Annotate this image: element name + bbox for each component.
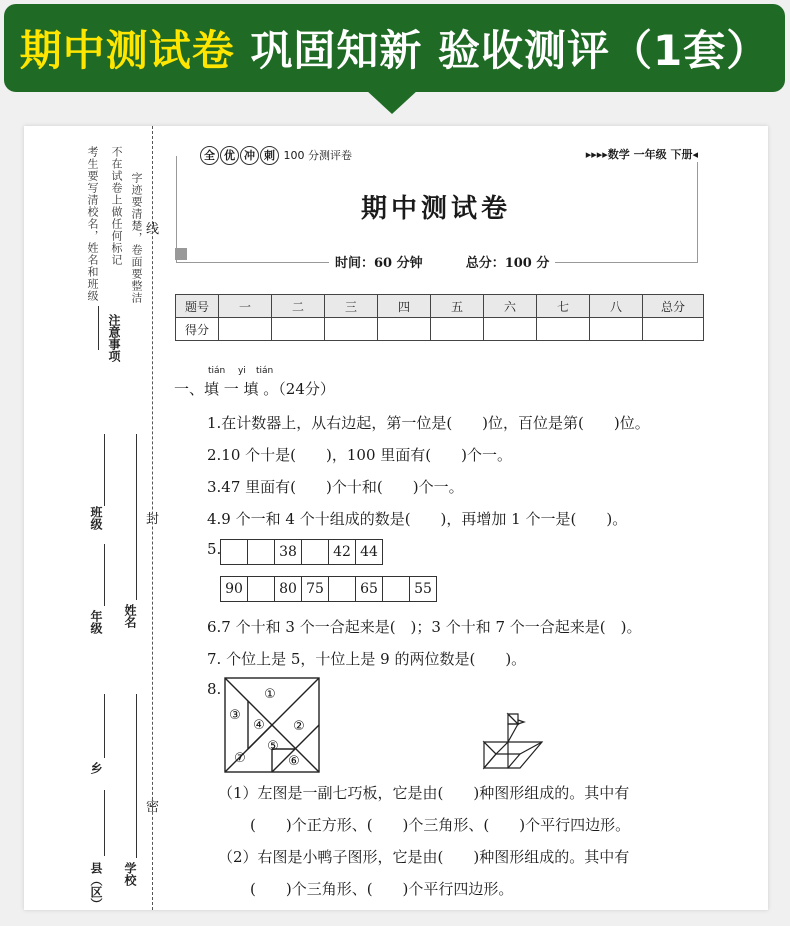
- number-cell: 75: [302, 577, 329, 602]
- tangram-label: ②: [293, 719, 305, 734]
- score-cell[interactable]: [272, 318, 325, 341]
- grade-field[interactable]: [104, 544, 105, 606]
- section-heading: 一、填 一 填 。（24分）: [174, 380, 335, 398]
- table-row: [176, 295, 704, 318]
- school-label: 学校: [123, 862, 137, 886]
- class-label: 班级: [89, 506, 103, 530]
- table-row: [221, 577, 437, 602]
- brand-suffix: 100 分测评卷: [283, 149, 352, 162]
- number-strip-2: [220, 576, 437, 602]
- question-5-label: 5.: [207, 540, 222, 558]
- number-cell: 38: [275, 540, 302, 565]
- triangles-icon: ▸▸▸▸: [585, 148, 608, 161]
- tangram-label: ⑥: [288, 754, 300, 769]
- score-cell[interactable]: [325, 318, 378, 341]
- number-cell: 90: [221, 577, 248, 602]
- pinyin: tián: [208, 366, 226, 376]
- score-cell[interactable]: [219, 318, 272, 341]
- table-cell: 五: [431, 295, 484, 318]
- time-score-info: [329, 252, 555, 271]
- pinyin: tián: [256, 366, 274, 376]
- subject-text: 数学 一年级 下册: [607, 148, 693, 161]
- table-cell: 题号: [176, 295, 219, 318]
- name-label: 姓名: [123, 604, 137, 628]
- score-cell[interactable]: [537, 318, 590, 341]
- triangle-left-icon: ◂: [692, 148, 698, 161]
- question-8-label: 8.: [207, 680, 222, 698]
- number-cell[interactable]: [248, 540, 275, 565]
- table-cell: 二: [272, 295, 325, 318]
- county-label: 县（区）: [89, 862, 103, 910]
- question-7: 7. 个位上是 5，十位上是 9 的两位数是( )。: [207, 650, 527, 668]
- number-cell: 55: [410, 577, 437, 602]
- question-3: 3.47 里面有( )个十和( )个一。: [207, 478, 464, 496]
- exam-title: 期中测试卷: [360, 194, 511, 224]
- question-8-2-line1: （2）右图是小鸭子图形，它是由( )种图形组成的。其中有: [218, 848, 630, 866]
- tangram-figure: [224, 677, 320, 773]
- number-cell: 80: [275, 577, 302, 602]
- table-cell: 总分: [643, 295, 704, 318]
- banner-arrow-icon: [366, 90, 418, 114]
- notice-line-3: 字迹要清楚，卷面要整洁: [130, 172, 143, 304]
- score-cell[interactable]: [643, 318, 704, 341]
- notice-line-2: 不在试卷上做任何标记: [110, 146, 123, 266]
- table-row: [176, 318, 704, 341]
- number-cell[interactable]: [329, 577, 356, 602]
- table-cell: 得分: [176, 318, 219, 341]
- table-cell: 四: [378, 295, 431, 318]
- question-8-1-line2: ( )个正方形、( )个三角形、( )个平行四边形。: [250, 816, 631, 834]
- corner-mark: [175, 248, 187, 260]
- table-cell: 三: [325, 295, 378, 318]
- number-strip-1: [220, 539, 383, 565]
- brand-char: 优: [220, 146, 239, 165]
- exam-paper: [24, 126, 768, 910]
- seal-line-char: 线: [146, 216, 159, 239]
- question-2: 2.10 个十是( )，100 里面有( )个一。: [207, 446, 512, 464]
- school-field[interactable]: [136, 694, 137, 858]
- brand: [200, 149, 356, 162]
- header-brand-row: [200, 146, 700, 166]
- pinyin: yi: [238, 366, 246, 376]
- table-cell: 七: [537, 295, 590, 318]
- binding-dashed-line: [152, 126, 153, 910]
- table-cell: 六: [484, 295, 537, 318]
- subject-info: [582, 146, 698, 162]
- county-field[interactable]: [104, 790, 105, 856]
- brand-char: 全: [200, 146, 219, 165]
- number-cell[interactable]: [221, 540, 248, 565]
- banner-text: [4, 18, 785, 78]
- xiang-field[interactable]: [104, 694, 105, 758]
- number-cell[interactable]: [383, 577, 410, 602]
- score-info: 总分：100 分: [465, 256, 550, 271]
- table-row: [221, 540, 383, 565]
- question-4: 4.9 个一和 4 个十组成的数是( )，再增加 1 个一是( )。: [207, 510, 628, 528]
- number-cell[interactable]: [302, 540, 329, 565]
- question-8-2-line2: ( )个三角形、( )个平行四边形。: [250, 880, 514, 898]
- question-8-1-line1: （1）左图是一副七巧板，它是由( )种图形组成的。其中有: [218, 784, 630, 802]
- time-info: 时间：60 分钟: [335, 256, 423, 271]
- seal-feng-char: 封: [146, 506, 159, 529]
- score-cell[interactable]: [431, 318, 484, 341]
- notice-line-1: 考生要写清校名，姓名和班级: [86, 146, 99, 302]
- score-table: [175, 294, 704, 341]
- table-cell: 一: [219, 295, 272, 318]
- score-cell[interactable]: [590, 318, 643, 341]
- tangram-label: ⑤: [267, 739, 279, 754]
- tangram-label: ④: [253, 718, 265, 733]
- question-6: 6.7 个十和 3 个一合起来是( )；3 个十和 7 个一合起来是( )。: [207, 618, 642, 636]
- class-field[interactable]: [104, 434, 105, 506]
- table-cell: 八: [590, 295, 643, 318]
- duck-figure: [480, 712, 546, 772]
- number-cell[interactable]: [248, 577, 275, 602]
- number-cell: 65: [356, 577, 383, 602]
- name-field[interactable]: [136, 434, 137, 600]
- score-cell[interactable]: [378, 318, 431, 341]
- tangram-label: ③: [229, 708, 241, 723]
- title-banner: [4, 4, 785, 92]
- brand-char: 冲: [240, 146, 259, 165]
- seal-mi-char: 密: [146, 794, 159, 817]
- notice-bracket: [98, 306, 99, 350]
- number-cell: 44: [356, 540, 383, 565]
- banner-highlight: 期中测试卷: [19, 26, 235, 75]
- notice-label: 注意事项: [107, 314, 121, 362]
- question-1: 1.在计数器上，从右边起，第一位是( )位，百位是第( )位。: [207, 414, 650, 432]
- tangram-label: ①: [264, 687, 276, 702]
- grade-label: 年级: [89, 610, 103, 634]
- banner-subtitle: 巩固知新 验收测评（1套）: [250, 26, 770, 75]
- number-cell: 42: [329, 540, 356, 565]
- xiang-label: 乡: [89, 762, 103, 774]
- score-cell[interactable]: [484, 318, 537, 341]
- tangram-label: ⑦: [234, 751, 246, 766]
- brand-char: 刺: [260, 146, 279, 165]
